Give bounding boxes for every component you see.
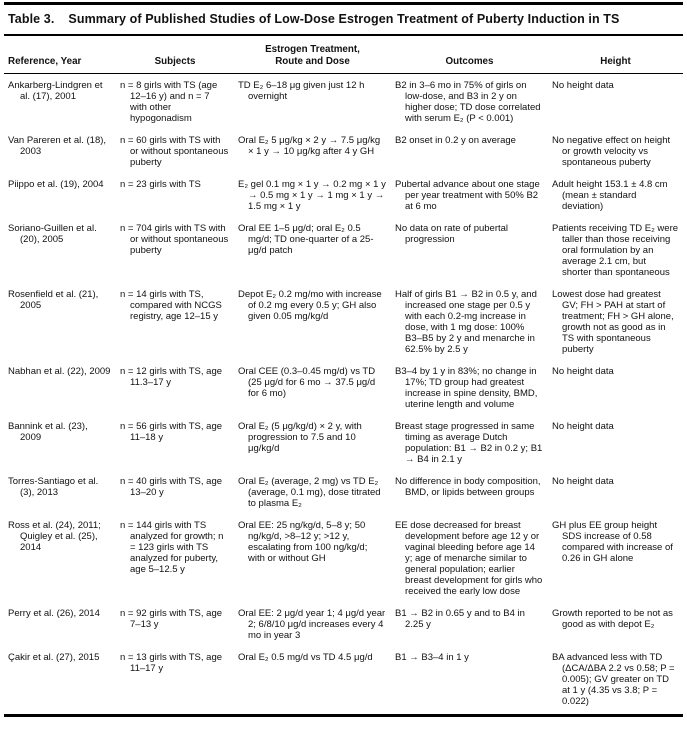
- cell-outcomes: Breast stage progressed in same timing as average Dutch population: B1 → B2 in 0.2 y; B1 → B4 in 2.1 y: [395, 421, 543, 465]
- cell-height: Adult height 153.1 ± 4.8 cm (mean ± standard deviation): [552, 179, 668, 212]
- cell-height: No negative effect on height or growth velocity vs spontaneous puberty: [552, 135, 671, 168]
- cell-height: Patients receiving TD E₂ were taller than those receiving oral formulation by an average 2.1 cm, but shorter than spontaneous: [552, 223, 679, 278]
- table-row: [4, 472, 683, 516]
- cell-reference: Ankarberg-Lindgren et al. (17), 2001: [8, 80, 103, 102]
- table-row: [4, 417, 683, 472]
- cell-reference: Piippo et al. (19), 2004: [8, 179, 104, 190]
- col-header-treatment: Estrogen Treatment, Route and Dose: [265, 44, 360, 67]
- cell-outcomes: Half of girls B1 → B2 in 0.5 y, and increased one stage per 0.5 y with each 0.2-mg increase in dose, with 1 mg dose: 100% B3–B5 by 2 y and menarche in 62.5% by 2.5 y: [395, 289, 537, 355]
- table-row: [4, 175, 683, 219]
- studies-table-body: [4, 74, 683, 714]
- table-row: [4, 131, 683, 175]
- cell-subjects: n = 60 girls with TS with or without spontaneous puberty: [120, 135, 229, 168]
- cell-outcomes: B1 → B2 in 0.65 y and to B4 in 2.25 y: [395, 608, 525, 630]
- cell-outcomes: B2 onset in 0.2 y on average: [395, 135, 516, 146]
- cell-reference: Rosenfield et al. (21), 2005: [8, 289, 99, 311]
- cell-treatment: Oral EE: 2 μg/d year 1; 4 μg/d year 2; 6/8/10 μg/d increases every 4 mo in year 3: [238, 608, 386, 641]
- cell-treatment: Oral E₂ (average, 2 mg) vs TD E₂ (average, 0.1 mg), dose titrated to plasma E₂: [238, 476, 381, 509]
- cell-height: BA advanced less with TD (ΔCA/ΔBA 2.2 vs 0.58; P = 0.005); GV greater on TD at 1 y (4.35 vs 3.8; P = 0.022): [552, 652, 675, 707]
- cell-subjects: n = 14 girls with TS, compared with NCGS registry, age 12–15 y: [120, 289, 222, 322]
- cell-outcomes: B1 → B3–4 in 1 y: [395, 652, 469, 663]
- col-header-outcomes: Outcomes: [445, 55, 494, 67]
- cell-treatment: TD E₂ 6–18 μg given just 12 h overnight: [238, 80, 365, 102]
- col-header-reference: Reference, Year: [8, 55, 82, 67]
- table-title-text: Summary of Published Studies of Low-Dose Estrogen Treatment of Puberty Induction in TS: [68, 12, 620, 26]
- cell-treatment: Oral CEE (0.3–0.45 mg/d) vs TD (25 μg/d for 6 mo → 37.5 μg/d for 6 mo): [238, 366, 376, 399]
- cell-outcomes: B3–4 by 1 y in 83%; no change in 17%; TD group had greatest increase in spine density, BMD, uterine length and volume: [395, 366, 538, 410]
- table-row: [4, 74, 683, 131]
- cell-height: No height data: [552, 366, 614, 377]
- cell-treatment: Depot E₂ 0.2 mg/mo with increase of 0.2 mg every 0.5 y; GH also given 0.05 mg/kg/d: [238, 289, 382, 322]
- cell-reference: Nabhan et al. (22), 2009: [8, 366, 111, 377]
- cell-treatment: Oral E₂ (5 μg/kg/d) × 2 y, with progression to 7.5 and 10 μg/kg/d: [238, 421, 362, 454]
- bottom-rule: [4, 714, 683, 717]
- cell-subjects: n = 144 girls with TS analyzed for growth; n = 123 girls with TS analyzed for puberty, age 5–12.5 y: [120, 520, 224, 575]
- table-row: [4, 516, 683, 604]
- cell-subjects: n = 56 girls with TS, age 11–18 y: [120, 421, 223, 443]
- cell-subjects: n = 92 girls with TS, age 7–13 y: [120, 608, 223, 630]
- cell-subjects: n = 40 girls with TS, age 13–20 y: [120, 476, 223, 498]
- table-row: [4, 362, 683, 417]
- cell-outcomes: EE dose decreased for breast development before age 12 y or vaginal bleeding before age 14 y; age of menarche similar to general population; earlier breast development for girls who received the early low dose: [395, 520, 543, 597]
- cell-subjects: n = 8 girls with TS (age 12–16 y) and n = 7 with other hypogonadism: [120, 80, 218, 124]
- cell-reference: Perry et al. (26), 2014: [8, 608, 100, 619]
- cell-reference: Çakir et al. (27), 2015: [8, 652, 100, 663]
- cell-outcomes: B2 in 3–6 mo in 75% of girls on low-dose, and B3 in 2 y on higher dose; TD dose correlated with serum E₂ (P < 0.001): [395, 80, 541, 124]
- cell-treatment: Oral EE 1–5 μg/d; oral E₂ 0.5 mg/d; TD one-quarter of a 25-μg/d patch: [238, 223, 374, 256]
- table-row: [4, 604, 683, 648]
- cell-outcomes: No difference in body composition, BMD, or lipids between groups: [395, 476, 541, 498]
- cell-treatment: E₂ gel 0.1 mg × 1 y → 0.2 mg × 1 y → 0.5 mg × 1 y → 1 mg × 1 y → 1.5 mg × 1 y: [238, 179, 386, 212]
- cell-height: Lowest dose had greatest GV; FH > PAH at start of treatment; FH > GH alone, growth not as good as in TS with spontaneous puberty: [552, 289, 674, 355]
- cell-height: No height data: [552, 421, 614, 432]
- cell-reference: Torres-Santiago et al. (3), 2013: [8, 476, 99, 498]
- cell-reference: Van Pareren et al. (18), 2003: [8, 135, 107, 157]
- cell-subjects: n = 13 girls with TS, age 11–17 y: [120, 652, 223, 674]
- cell-outcomes: No data on rate of pubertal progression: [395, 223, 509, 245]
- cell-reference: Ross et al. (24), 2011; Quigley et al. (25), 2014: [8, 520, 101, 553]
- col-header-subjects: Subjects: [154, 55, 196, 67]
- cell-subjects: n = 704 girls with TS with or without spontaneous puberty: [120, 223, 229, 256]
- cell-height: No height data: [552, 476, 614, 487]
- cell-reference: Soriano-Guillen et al. (20), 2005: [8, 223, 97, 245]
- cell-outcomes: Pubertal advance about one stage per year treatment with 50% B2 at 6 mo: [395, 179, 540, 212]
- table-row: [4, 219, 683, 285]
- cell-subjects: n = 23 girls with TS: [120, 179, 201, 190]
- cell-height: Growth reported to be not as good as with depot E₂: [552, 608, 673, 630]
- cell-treatment: Oral E₂ 0.5 mg/d vs TD 4.5 μg/d: [238, 652, 373, 663]
- cell-reference: Bannink et al. (23), 2009: [8, 421, 88, 443]
- cell-subjects: n = 12 girls with TS, age 11.3–17 y: [120, 366, 223, 388]
- table-number: Table 3.: [8, 12, 55, 26]
- table-header: [4, 36, 683, 73]
- cell-height: GH plus EE group height SDS increase of 0.58 compared with increase of 0.26 in GH alone: [552, 520, 673, 564]
- cell-height: No height data: [552, 80, 614, 91]
- studies-table: [4, 36, 683, 73]
- table-row: [4, 648, 683, 714]
- table-row: [4, 285, 683, 362]
- table-title: [4, 5, 683, 34]
- col-header-height: Height: [600, 55, 631, 67]
- cell-treatment: Oral EE: 25 ng/kg/d, 5–8 y; 50 ng/kg/d, >8–12 y; >12 y, escalating from 100 ng/kg/d; with or without GH: [238, 520, 368, 564]
- cell-treatment: Oral E₂ 5 μg/kg × 2 y → 7.5 μg/kg × 1 y → 10 μg/kg after 4 y GH: [238, 135, 381, 157]
